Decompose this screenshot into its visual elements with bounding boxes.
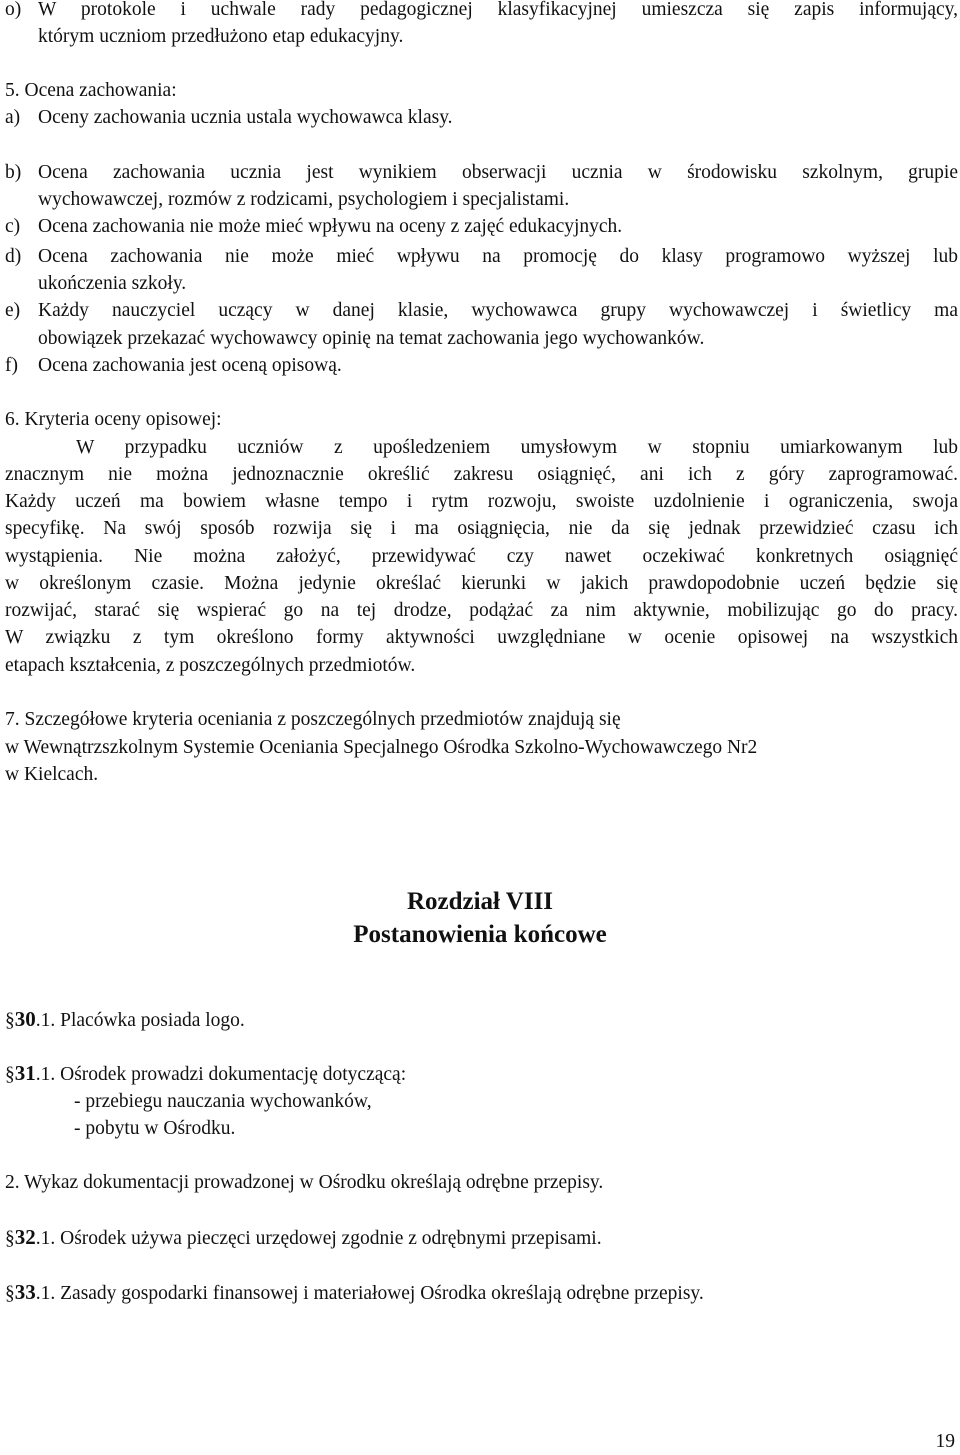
section-sign: §: [5, 1228, 15, 1249]
list-label-d: d): [5, 246, 22, 267]
paragraph-32: [5, 1224, 602, 1252]
page-number: 19: [935, 1431, 955, 1452]
section-5-item-e-line-1: Każdy nauczyciel uczący w danej klasie, wychowawca grupy wychowawczej i świetlicy ma: [38, 300, 958, 321]
paragraph-31-point-2: 2. Wykaz dokumentacji prowadzonej w Ośrodku określają odrębne przepisy.: [5, 1172, 604, 1193]
paragraph-31: [5, 1060, 406, 1088]
section-5-item-b-line-1: Ocena zachowania ucznia jest wynikiem obserwacji ucznia w środowisku szkolnym, grupie: [38, 162, 958, 183]
paragraph-33: [5, 1279, 704, 1307]
section-sign: §: [5, 1010, 15, 1031]
list-label-e: e): [5, 300, 21, 321]
section-6-line-5: wystąpienia. Nie można założyć, przewidywać czy nawet oczekiwać konkretnych osiągnięć: [5, 546, 958, 567]
list-label-f: f): [5, 355, 18, 376]
section-6-line-7: rozwijać, starać się wspierać go na tej drodze, podążać za nim aktywnie, mobilizując go do pracy.: [5, 600, 958, 621]
paragraph-text: .1. Zasady gospodarki finansowej i materiałowej Ośrodka określają odrębne przepisy.: [35, 1283, 704, 1304]
section-6-line-3: Każdy uczeń ma bowiem własne tempo i rytm rozwoju, swoiste uzdolnienie i ograniczenia, swoja: [5, 491, 958, 512]
section-6-line-9: etapach kształcenia, z poszczególnych przedmiotów.: [5, 655, 416, 676]
paragraph-text: .1. Placówka posiada logo.: [35, 1010, 245, 1031]
paragraph-30: [5, 1006, 245, 1034]
paragraph-text: .1. Ośrodek używa pieczęci urzędowej zgodnie z odrębnymi przepisami.: [35, 1228, 602, 1249]
section-6-line-8: W związku z tym określono formy aktywności uwzględniane w ocenie opisowej na wszystkich: [5, 627, 958, 648]
section-7-line-2: w Wewnątrzszkolnym Systemie Oceniania Specjalnego Ośrodka Szkolno-Wychowawczego Nr2: [5, 737, 758, 758]
section-sign: §: [5, 1064, 15, 1085]
section-sign: §: [5, 1283, 15, 1304]
section-7-line-1: 7. Szczegółowe kryteria oceniania z poszczególnych przedmiotów znajdują się: [5, 709, 621, 730]
chapter-title: Rozdział VIII: [406, 888, 554, 915]
paragraph-31-bullet-1: - przebiegu nauczania wychowanków,: [74, 1091, 372, 1112]
section-5-item-e-line-2: obowiązek przekazać wychowawcy opinię na temat zachowania jego wychowanków.: [38, 328, 705, 349]
chapter-subtitle: Postanowienia końcowe: [353, 921, 607, 948]
paragraph-number: 31: [14, 1061, 36, 1085]
section-5-title: 5. Ocena zachowania:: [5, 80, 177, 101]
paragraph-number: 32: [14, 1225, 36, 1249]
section-7-line-3: w Kielcach.: [5, 764, 99, 785]
paragraph-number: 30: [14, 1007, 36, 1031]
section-5-item-c: Ocena zachowania nie może mieć wpływu na oceny z zajęć edukacyjnych.: [38, 216, 623, 237]
section-6-title: 6. Kryteria oceny opisowej:: [5, 409, 222, 430]
section-6-line-2: znacznym nie można jednoznacznie określić zakresu osiągnięć, ani ich z góry zaprogramować.: [5, 464, 958, 485]
paragraph-text: .1. Ośrodek prowadzi dokumentację dotyczącą:: [35, 1064, 407, 1085]
paragraph-31-bullet-2: - pobytu w Ośrodku.: [74, 1118, 236, 1139]
paragraph-number: 33: [14, 1280, 36, 1304]
section-6-line-6: w określonym czasie. Można jedynie określać kierunki w jakich prawdopodobnie uczeń będzie się: [5, 573, 958, 594]
list-label-a: a): [5, 107, 21, 128]
o-item-line-2: którym uczniom przedłużono etap edukacyjny.: [38, 26, 404, 47]
section-6-line-1: W przypadku uczniów z upośledzeniem umysłowym w stopniu umiarkowanym lub: [76, 437, 958, 458]
section-5-item-f: Ocena zachowania jest oceną opisową.: [38, 355, 342, 376]
section-5-item-d-line-2: ukończenia szkoły.: [38, 273, 187, 294]
o-item-line-1: W protokole i uchwale rady pedagogicznej klasyfikacyjnej umieszcza się zapis informujący,: [38, 0, 958, 20]
section-5-item-d-line-1: Ocena zachowania nie może mieć wpływu na promocję do klasy programowo wyższej lub: [38, 246, 958, 267]
list-label-c: c): [5, 216, 21, 237]
section-5-item-a: Oceny zachowania ucznia ustala wychowawca klasy.: [38, 107, 453, 128]
list-label-o: o): [5, 0, 22, 20]
section-6-line-4: specyfikę. Na swój sposób rozwija się i ma osiągnięcia, nie da się jednak przewidzieć czasu ich: [5, 518, 958, 539]
section-5-item-b-line-2: wychowawczej, rozmów z rodzicami, psychologiem i specjalistami.: [38, 189, 570, 210]
list-label-b: b): [5, 162, 22, 183]
